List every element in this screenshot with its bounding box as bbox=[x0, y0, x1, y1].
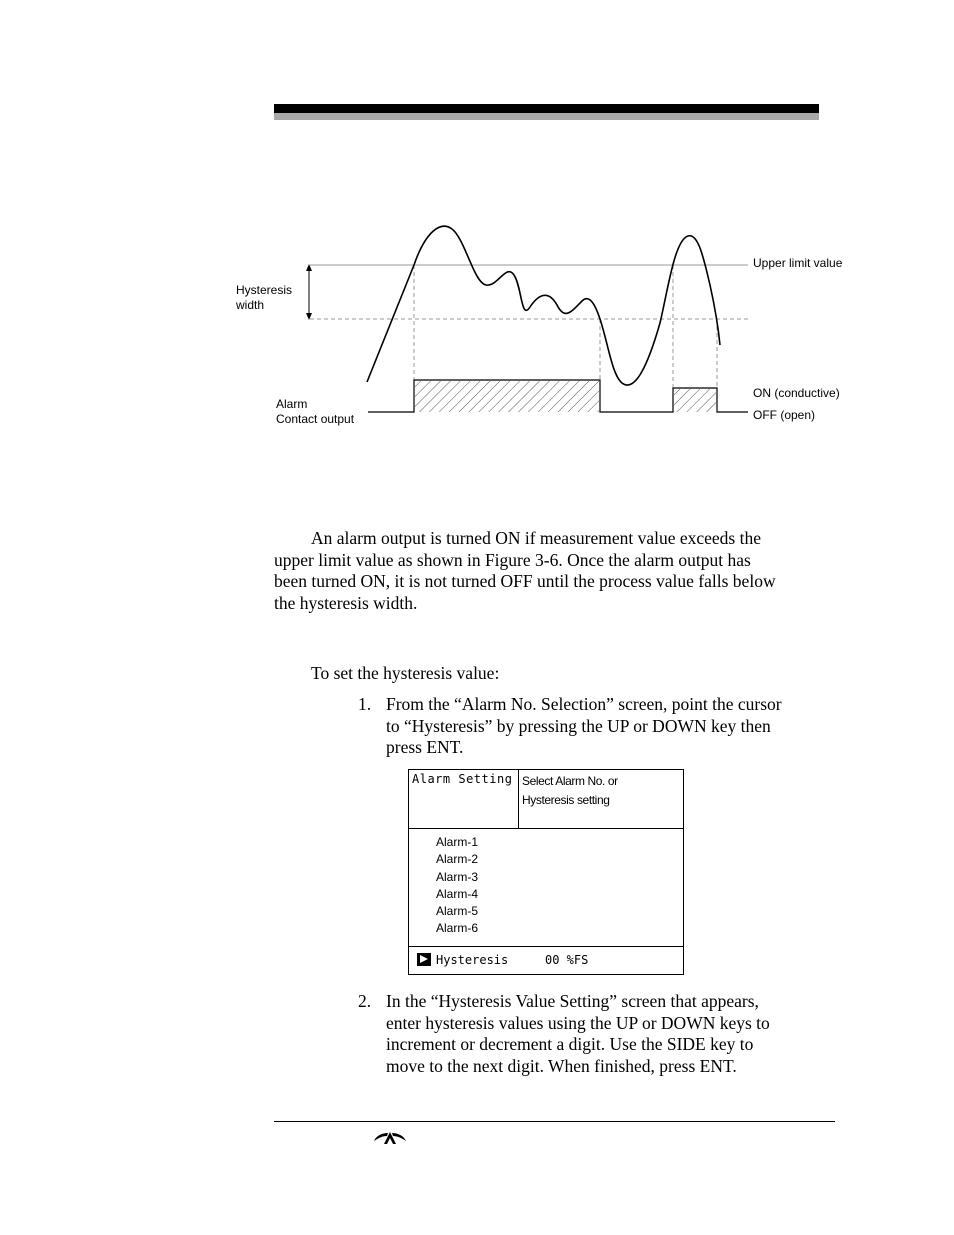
cursor-arrow-icon bbox=[417, 953, 431, 966]
hysteresis-label: Hysteresis bbox=[236, 283, 293, 297]
step-1 bbox=[358, 694, 828, 760]
alarm-item-3[interactable]: Alarm-3 bbox=[436, 869, 479, 884]
alarm-item-4[interactable]: Alarm-4 bbox=[436, 886, 479, 901]
paragraph-line: upper limit value as shown in Figure 3-6. Once the alarm output has bbox=[274, 549, 751, 570]
step-line: press ENT. bbox=[386, 737, 464, 757]
screen-title: Alarm Setting bbox=[412, 772, 513, 786]
off-state-label: OFF (open) bbox=[753, 408, 816, 422]
step-line: enter hysteresis values using the UP or DOWN keys to bbox=[386, 1012, 770, 1033]
transition-guides bbox=[414, 265, 717, 388]
step-number: 2. bbox=[358, 991, 372, 1011]
screen-header-divider bbox=[518, 770, 519, 828]
screen-hint-line: Hysteresis setting bbox=[522, 793, 610, 807]
on-state-label: ON (conductive) bbox=[753, 386, 840, 400]
header-bar bbox=[274, 104, 819, 113]
alarm-item-1[interactable]: Alarm-1 bbox=[436, 835, 479, 849]
step-line: increment or decrement a digit. Use the SIDE key to bbox=[386, 1034, 754, 1054]
step-line: to “Hysteresis” by pressing the UP or DOWN key then bbox=[386, 715, 771, 736]
measurement-curve bbox=[367, 226, 720, 385]
paragraph-line: been turned ON, it is not turned OFF until the process value falls below bbox=[274, 571, 776, 591]
step-line: move to the next digit. When finished, press ENT. bbox=[386, 1055, 737, 1076]
paragraph-line: the hysteresis width. bbox=[274, 592, 418, 613]
alarm-setting-screen bbox=[408, 769, 684, 975]
procedure-intro: To set the hysteresis value: bbox=[311, 663, 500, 683]
step-text bbox=[386, 991, 770, 1077]
step-line: In the “Hysteresis Value Setting” screen that appears, bbox=[386, 991, 759, 1011]
screen-hint bbox=[522, 772, 618, 810]
hysteresis-width-label: width bbox=[236, 298, 265, 312]
screen-header bbox=[409, 770, 683, 829]
hysteresis-diagram bbox=[230, 215, 870, 445]
footer-rule bbox=[274, 1121, 835, 1122]
paragraph-line: An alarm output is turned ON if measurement value exceeds the bbox=[311, 528, 761, 548]
step-text bbox=[386, 694, 782, 759]
alarm-item-6[interactable]: Alarm-6 bbox=[436, 921, 479, 936]
alarm-item-5[interactable]: Alarm-5 bbox=[436, 904, 479, 919]
step-2 bbox=[358, 991, 828, 1079]
alarm-label: Alarm bbox=[276, 397, 308, 411]
upper-limit-label: Upper limit value bbox=[753, 256, 843, 270]
screen-hint-line: Select Alarm No. or bbox=[522, 774, 618, 788]
step-number: 1. bbox=[358, 694, 372, 714]
header-bar-shadow bbox=[274, 113, 819, 120]
step-line: From the “Alarm No. Selection” screen, point the cursor bbox=[386, 694, 782, 714]
alarm-item-2[interactable]: Alarm-2 bbox=[436, 852, 479, 867]
alarm-list bbox=[436, 834, 478, 938]
teledyne-logo-icon bbox=[372, 1130, 408, 1146]
description-paragraph bbox=[274, 528, 834, 614]
hysteresis-row[interactable] bbox=[409, 946, 683, 975]
hysteresis-value: 00 %FS bbox=[545, 953, 589, 967]
hysteresis-option: Hysteresis bbox=[436, 953, 509, 967]
contact-output-label: Contact output bbox=[276, 412, 355, 426]
